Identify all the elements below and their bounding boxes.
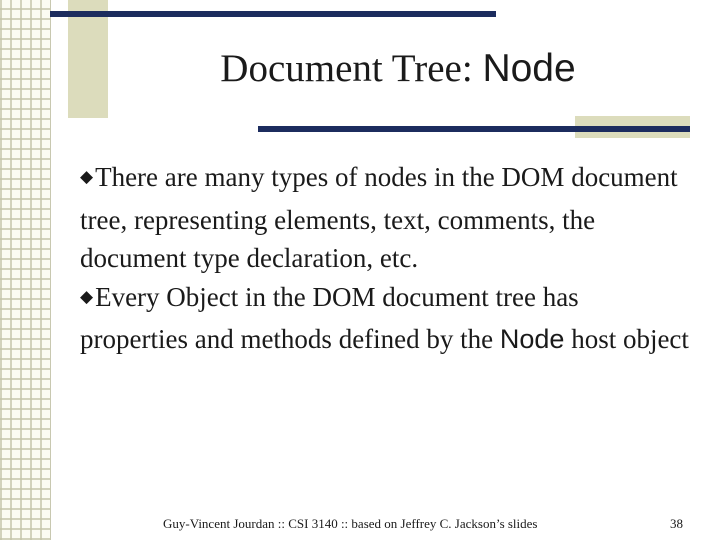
bullet-2-text-end: host object <box>564 324 689 354</box>
title-bottom-bar <box>258 126 690 132</box>
side-border-rule <box>50 0 51 540</box>
slide-body <box>80 158 690 359</box>
side-checkered-border <box>0 0 50 540</box>
title-top-bar <box>50 11 496 17</box>
bullet-1-text: There are many types of nodes in the DOM document tree, representing elements, text, comments, the document type declaration, etc. <box>80 162 678 273</box>
title-term: Node <box>482 47 576 90</box>
bullet-1 <box>80 158 690 278</box>
diamond-bullet-icon: ◆ <box>80 167 94 186</box>
bullet-2 <box>80 278 690 359</box>
bullet-2-text-start: Every Object in the DOM document tree has properties and methods defined by the <box>80 281 579 354</box>
title-accent-block <box>68 0 108 118</box>
slide-title <box>120 44 676 94</box>
title-prefix: Document Tree: <box>220 47 483 90</box>
diamond-bullet-icon: ◆ <box>80 286 94 306</box>
slide-footer: Guy-Vincent Jourdan :: CSI 3140 :: based on Jeffrey C. Jackson’s slides <box>163 516 538 531</box>
bullet-2-term: Node <box>499 324 565 354</box>
page-number: 38 <box>670 516 683 531</box>
